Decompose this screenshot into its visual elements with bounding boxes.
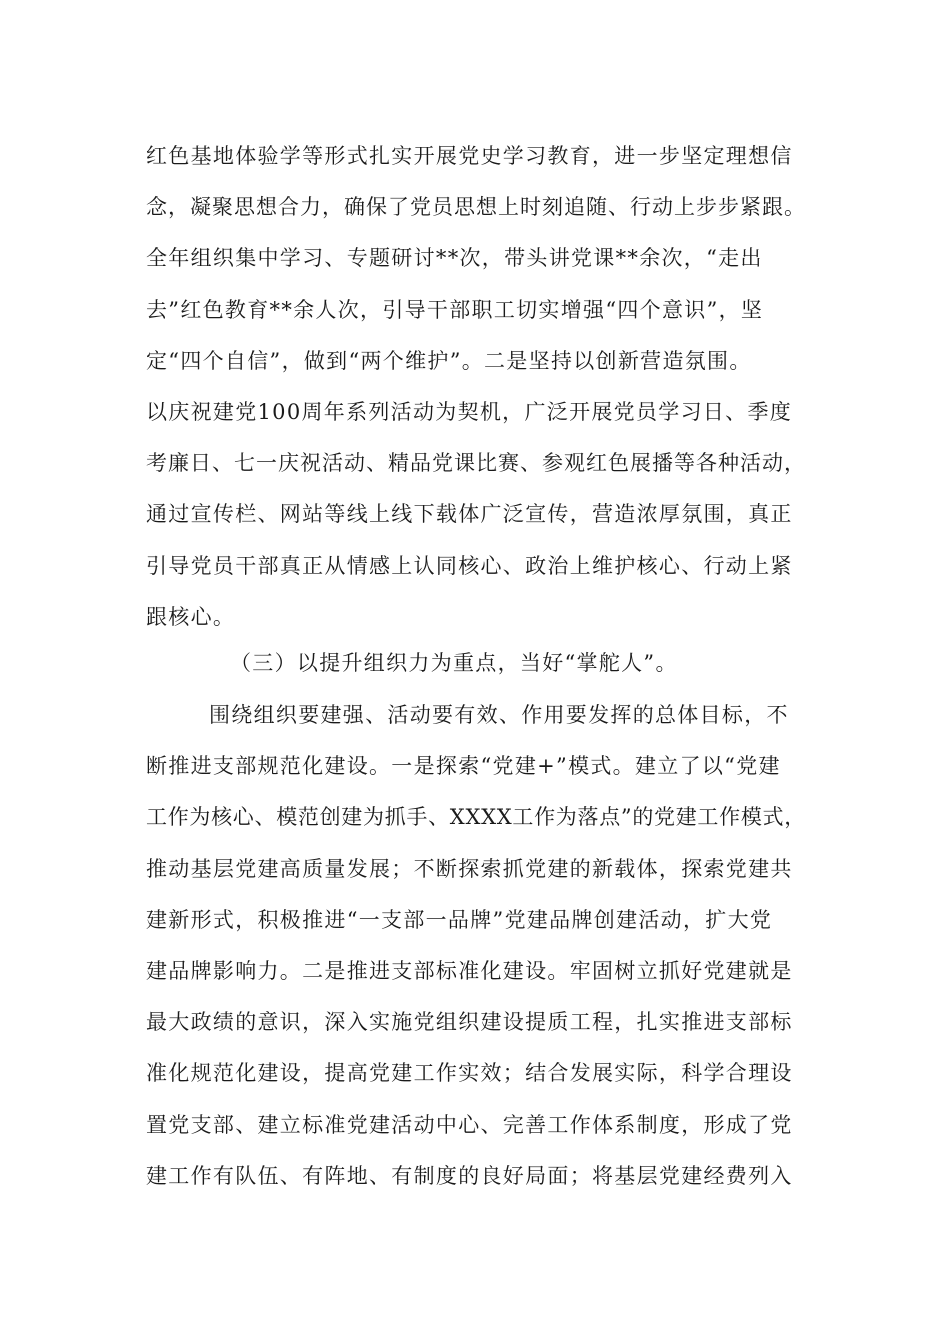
paragraph-line: 建新形式，积极推进“一支部一品牌”党建品牌创建活动，扩大党 — [146, 907, 773, 932]
paragraph-line: 断推进支部规范化建设。一是探索“党建+”模式。建立了以“党建 — [146, 754, 781, 779]
paragraph-line: 跟核心。 — [146, 604, 236, 629]
paragraph-line: 以庆祝建党100周年系列活动为契机，广泛开展党员学习日、季度 — [146, 399, 793, 424]
paragraph-line: 置党支部、建立标准党建活动中心、完善工作体系制度，形成了党 — [146, 1112, 793, 1137]
paragraph-line: 全年组织集中学习、专题研讨**次，带头讲党课**余次，“走出 — [146, 246, 763, 271]
paragraph-line: 建品牌影响力。二是推进支部标准化建设。牢固树立抓好党建就是 — [146, 958, 793, 983]
paragraph-line: 推动基层党建高质量发展；不断探索抓党建的新载体，探索党建共 — [146, 856, 793, 881]
paragraph-line: 考廉日、七一庆祝活动、精品党课比赛、参观红色展播等各种活动， — [146, 451, 806, 476]
paragraph-line: 念，凝聚思想合力，确保了党员思想上时刻追随、行动上步步紧跟。 — [146, 195, 806, 220]
paragraph-line: 围绕组织要建强、活动要有效、作用要发挥的总体目标，不 — [209, 703, 789, 727]
paragraph-line: 去”红色教育**余人次，引导干部职工切实增强“四个意识”，坚 — [146, 297, 764, 322]
paragraph-2 — [146, 690, 806, 1202]
paragraph-line: 建工作有队伍、有阵地、有制度的良好局面；将基层党建经费列入 — [146, 1163, 793, 1188]
section-heading-container — [146, 638, 806, 689]
paragraph-line: 最大政绩的意识，深入实施党组织建设提质工程，扎实推进支部标 — [146, 1010, 793, 1035]
paragraph-line: 定“四个自信”，做到“两个维护”。二是坚持以创新营造氛围。 — [146, 348, 752, 373]
section-heading: （三）以提升组织力为重点，当好“掌舵人”。 — [230, 651, 678, 675]
paragraph-line: 准化规范化建设，提高党建工作实效；结合发展实际，科学合理设 — [146, 1061, 793, 1086]
paragraph-line: 红色基地体验学等形式扎实开展党史学习教育，进一步坚定理想信 — [146, 144, 793, 168]
paragraph-line: 引导党员干部真正从情感上认同核心、政治上维护核心、行动上紧 — [146, 553, 793, 578]
paragraph-line: 工作为核心、模范创建为抓手、XXXX工作为落点”的党建工作模式， — [146, 805, 806, 830]
paragraph-1 — [146, 131, 806, 643]
paragraph-line: 通过宣传栏、网站等线上线下载体广泛宣传，营造浓厚氛围，真正 — [146, 502, 793, 527]
